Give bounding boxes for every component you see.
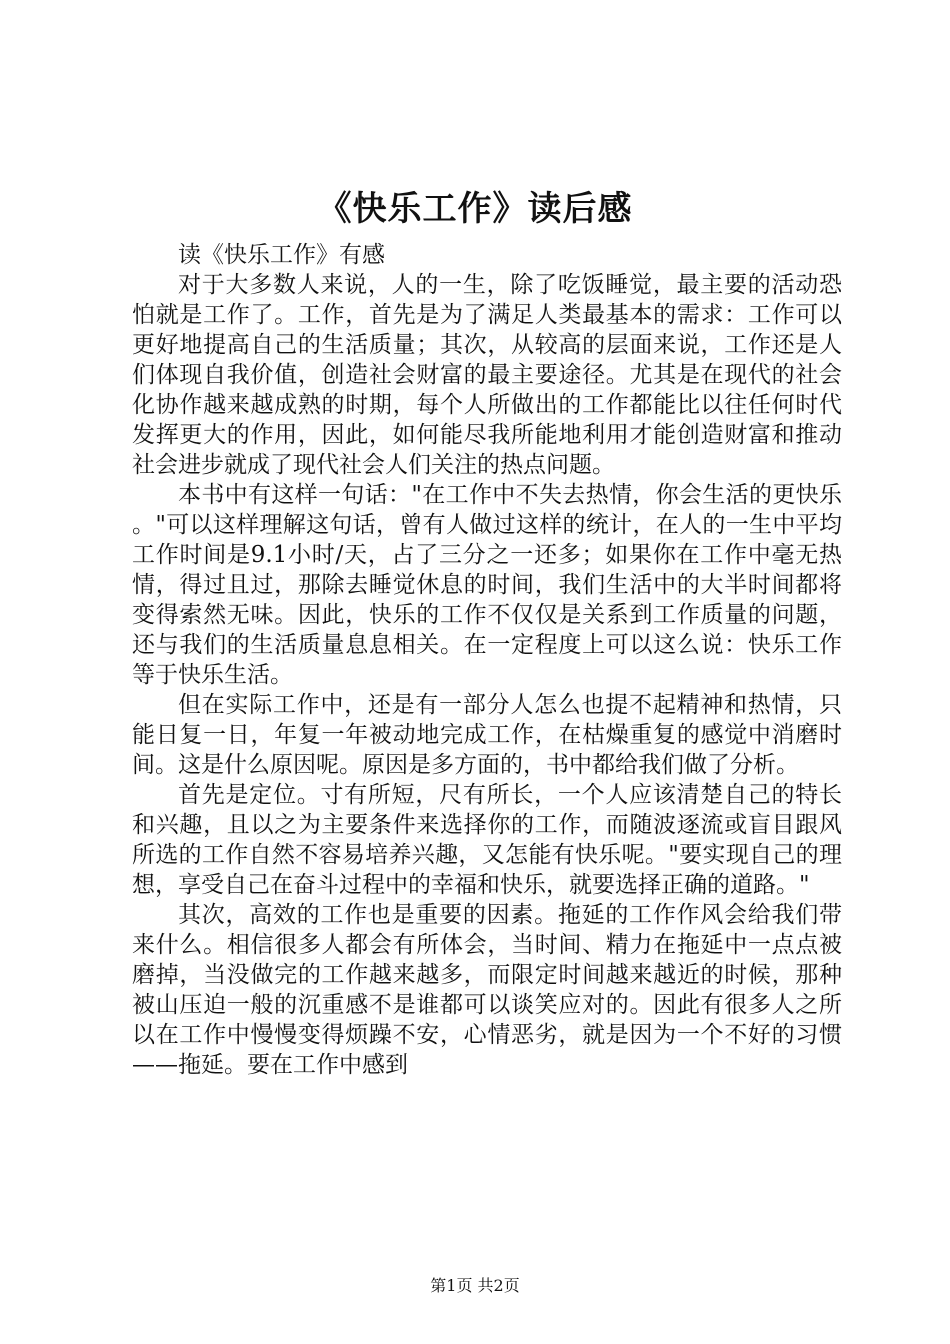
paragraph: 其次，高效的工作也是重要的因素。拖延的工作作风会给我们带来什么。相信很多人都会有所体会，当时间、精力在拖延中一点点被磨掉，当没做完的工作越来越多，而限定时间越来越近的时候，那种被山压迫一般的沉重感不是谁都可以谈笑应对的。因此有很多人之所以在工作中慢慢变得烦躁不安，心情恶劣，就是因为一个不好的习惯——拖延。要在工作中感到	[132, 902, 842, 1078]
page-footer: 第1页 共2页	[430, 1276, 520, 1295]
paragraph-subtitle: 读《快乐工作》有感	[178, 242, 385, 268]
paragraph: 对于大多数人来说，人的一生，除了吃饭睡觉，最主要的活动恐怕就是工作了。工作，首先是为了满足人类最基本的需求：工作可以更好地提高自己的生活质量；其次，从较高的层面来说，工作还是人们体现自我价值，创造社会财富的最主要途径。尤其是在现代的社会化协作越来越成熟的时期，每个人所做出的工作都能比以往任何时代发挥更大的作用，因此，如何能尽我所能地利用才能创造财富和推动社会进步就成了现代社会人们关注的热点问题。	[132, 272, 842, 478]
document-title: 《快乐工作》读后感	[317, 189, 633, 229]
document-body	[132, 240, 842, 1080]
paragraph: 但在实际工作中，还是有一部分人怎么也提不起精神和热情，只能日复一日，年复一年被动地完成工作，在枯燥重复的感觉中消磨时间。这是什么原因呢。原因是多方面的，书中都给我们做了分析。	[132, 692, 842, 778]
paragraph: 首先是定位。寸有所短，尺有所长，一个人应该清楚自己的特长和兴趣，且以之为主要条件来选择你的工作，而随波逐流或盲目跟风所选的工作自然不容易培养兴趣，又怎能有快乐呢。"要实现自己的理想，享受自己在奋斗过程中的幸福和快乐，就要选择正确的道路。"	[132, 782, 842, 898]
paragraph: 本书中有这样一句话："在工作中不失去热情，你会生活的更快乐。"可以这样理解这句话，曾有人做过这样的统计，在人的一生中平均工作时间是9.1小时/天，占了三分之一还多；如果你在工作中毫无热情，得过且过，那除去睡觉休息的时间，我们生活中的大半时间都将变得索然无味。因此，快乐的工作不仅仅是关系到工作质量的问题，还与我们的生活质量息息相关。在一定程度上可以这么说：快乐工作等于快乐生活。	[132, 482, 842, 688]
